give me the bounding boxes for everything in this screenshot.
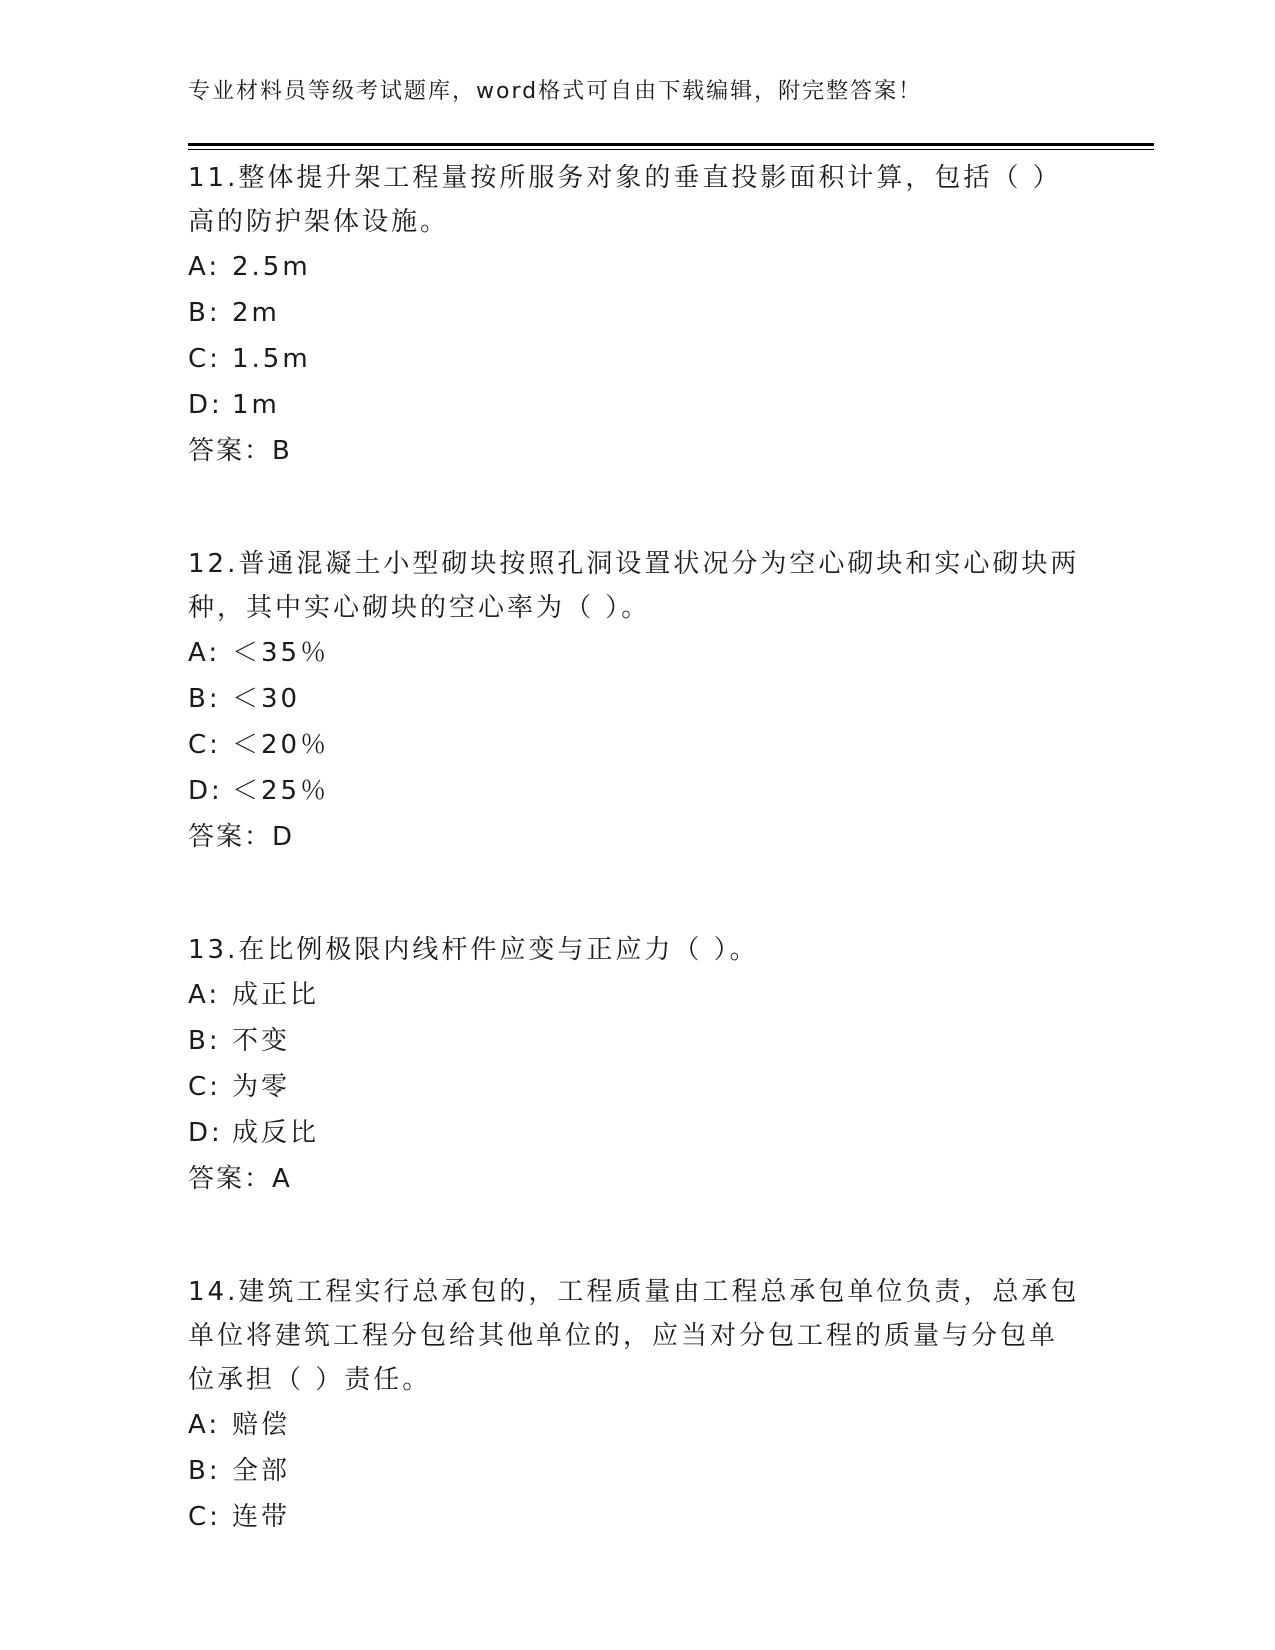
answer-line bbox=[188, 814, 1088, 860]
option-key: B: bbox=[188, 298, 221, 328]
option-a bbox=[188, 972, 1088, 1018]
option-key: A: bbox=[188, 638, 221, 668]
option-text: 全部 bbox=[232, 1456, 291, 1486]
answer-value: A bbox=[272, 1164, 292, 1194]
option-c bbox=[188, 722, 1088, 768]
option-b bbox=[188, 676, 1088, 722]
question-line: 单位将建筑工程分包给其他单位的，应当对分包工程的质量与分包单 bbox=[188, 1321, 1059, 1351]
question-line: 位承担（ ）责任。 bbox=[188, 1365, 432, 1395]
header-rule-thin bbox=[188, 149, 1154, 150]
option-key: D: bbox=[188, 1118, 223, 1148]
header-rule-thick bbox=[188, 143, 1154, 146]
answer-label: 答案： bbox=[188, 1164, 273, 1194]
question-line: 建筑工程实行总承包的，工程质量由工程总承包单位负责，总承包 bbox=[238, 1277, 1080, 1307]
question-line: 普通混凝土小型砌块按照孔洞设置状况分为空心砌块和实心砌块两 bbox=[238, 549, 1080, 579]
option-key: B: bbox=[188, 1456, 221, 1486]
option-key: A: bbox=[188, 252, 221, 282]
option-d bbox=[188, 1110, 1088, 1156]
question-number: 11. bbox=[188, 163, 239, 193]
option-key: A: bbox=[188, 980, 221, 1010]
question-text bbox=[188, 542, 1088, 630]
answer-value: B bbox=[272, 436, 292, 466]
option-key: C: bbox=[188, 344, 221, 374]
option-a bbox=[188, 1402, 1088, 1448]
question-line: 在比例极限内线杆件应变与正应力（ ）。 bbox=[238, 935, 759, 965]
question-line: 高的防护架体设施。 bbox=[188, 207, 450, 237]
option-key: B: bbox=[188, 1026, 221, 1056]
option-text: 连带 bbox=[232, 1502, 291, 1532]
option-b bbox=[188, 290, 1088, 336]
option-key: B: bbox=[188, 684, 221, 714]
question-line: 种，其中实心砌块的空心率为（ ）。 bbox=[188, 593, 651, 623]
question-number: 14. bbox=[188, 1277, 239, 1307]
option-text: 为零 bbox=[232, 1072, 291, 1102]
option-text: 2.5m bbox=[232, 252, 311, 282]
answer-label: 答案： bbox=[188, 436, 273, 466]
option-text: 2m bbox=[232, 298, 280, 328]
option-d bbox=[188, 768, 1088, 814]
option-text: 1m bbox=[232, 390, 280, 420]
option-d bbox=[188, 382, 1088, 428]
question-number: 12. bbox=[188, 549, 239, 579]
question-text bbox=[188, 1270, 1088, 1402]
option-text: ＜20％ bbox=[232, 730, 330, 760]
option-b bbox=[188, 1448, 1088, 1494]
option-text: 赔偿 bbox=[232, 1410, 291, 1440]
question-14 bbox=[188, 1270, 1088, 1540]
option-text: 1.5m bbox=[232, 344, 311, 374]
option-b bbox=[188, 1018, 1088, 1064]
option-key: C: bbox=[188, 730, 221, 760]
option-text: ＜25％ bbox=[232, 776, 330, 806]
option-key: A: bbox=[188, 1410, 221, 1440]
question-11 bbox=[188, 156, 1088, 474]
answer-value: D bbox=[272, 822, 295, 852]
option-key: C: bbox=[188, 1502, 221, 1532]
question-number: 13. bbox=[188, 935, 239, 965]
option-key: C: bbox=[188, 1072, 221, 1102]
option-text: 成正比 bbox=[232, 980, 320, 1010]
option-key: D: bbox=[188, 776, 223, 806]
question-line: 整体提升架工程量按所服务对象的垂直投影面积计算，包括（ ） bbox=[238, 163, 1062, 193]
question-text bbox=[188, 156, 1088, 244]
option-c bbox=[188, 1494, 1088, 1540]
answer-label: 答案： bbox=[188, 822, 273, 852]
option-a bbox=[188, 244, 1088, 290]
option-a bbox=[188, 630, 1088, 676]
option-c bbox=[188, 1064, 1088, 1110]
option-text: 不变 bbox=[232, 1026, 291, 1056]
answer-line bbox=[188, 1156, 1088, 1202]
page-header: 专业材料员等级考试题库，word格式可自由下载编辑，附完整答案！ bbox=[188, 79, 923, 104]
option-c bbox=[188, 336, 1088, 382]
answer-line bbox=[188, 428, 1088, 474]
question-list bbox=[188, 156, 1088, 1540]
question-13 bbox=[188, 928, 1088, 1202]
option-key: D: bbox=[188, 390, 223, 420]
option-text: ＜30 bbox=[232, 684, 301, 714]
option-text: 成反比 bbox=[232, 1118, 320, 1148]
question-12 bbox=[188, 542, 1088, 860]
question-text bbox=[188, 928, 1088, 972]
option-text: ＜35％ bbox=[232, 638, 330, 668]
